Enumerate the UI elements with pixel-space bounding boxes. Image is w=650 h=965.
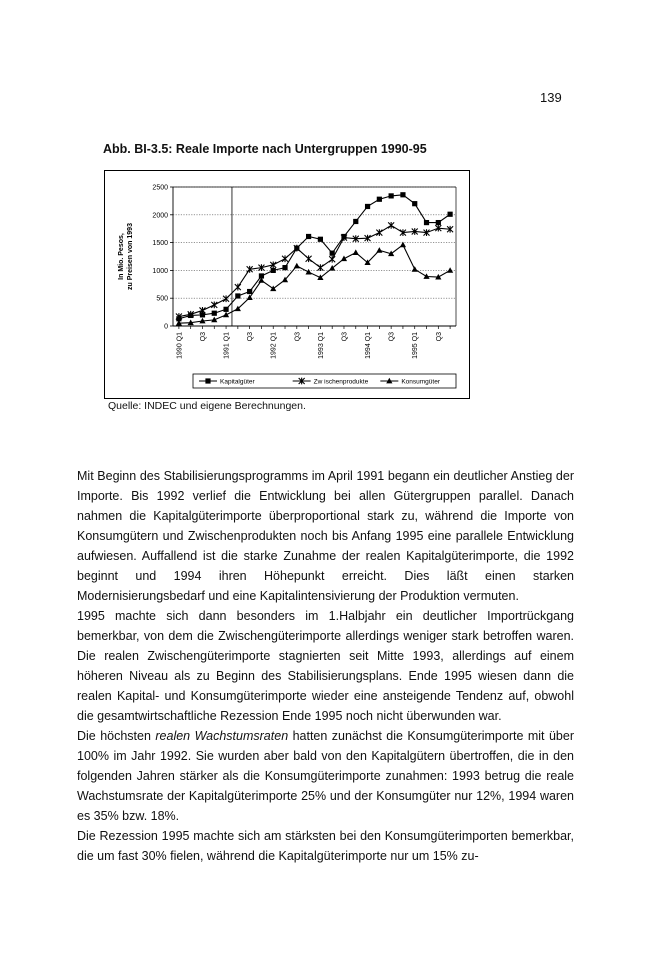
data-point-zw-ischenprodukte <box>282 255 288 262</box>
x-tick-label: 1992 Q1 <box>270 332 278 359</box>
legend-label-konsumg-ter: Konsumgüter <box>401 378 441 386</box>
series-line-zw-ischenprodukte <box>179 225 450 316</box>
data-point-konsumg-ter <box>353 249 359 255</box>
data-point-kapitalg-ter <box>282 265 287 270</box>
line-chart <box>105 171 471 400</box>
data-point-zw-ischenprodukte <box>306 255 312 262</box>
data-point-kapitalg-ter <box>424 220 429 225</box>
chart-frame <box>104 170 470 399</box>
data-point-zw-ischenprodukte <box>223 295 229 302</box>
paragraph-3-rest: hatten zunächst die Konsumgüterimporte mit über 100% im Jahr 1992. Sie wurden aber bald von den Kapitalgütern übertroffen, die in den folgenden Jahren stärker als die Konsumgüterimporte zunahmen: 1993 betrug die reale Wachstumsrate der Kapitalgüterimporte 25% und der Konsumgüter nur 12%, 1994 waren es 35% bzw. 18%. <box>77 729 574 823</box>
y-tick-label: 1500 <box>152 240 168 248</box>
y-tick-label: 2500 <box>152 184 168 192</box>
paragraph-2: 1995 machte sich dann besonders im 1.Halbjahr ein deutlicher Importrückgang bemerkbar, von dem die Zwischengüterimporte allerdings weniger stark betroffen waren. Die realen Zwischengüterimporte stagnierten seit Mitte 1993, allerdings auf einem höheren Niveau als zu Beginn des Stabilisierungsplans. Ende 1995 wiesen dann die realen Kapital- und Konsumgüterimporte wieder eine ansteigende Tendenz auf, obwohl die gesamtwirtschaftliche Rezession Ende 1995 noch nicht überwunden war. <box>77 609 574 723</box>
data-point-kapitalg-ter <box>365 204 370 209</box>
data-point-kapitalg-ter <box>223 307 228 312</box>
data-point-kapitalg-ter <box>318 237 323 242</box>
data-point-zw-ischenprodukte <box>235 284 241 291</box>
x-tick-label: 1991 Q1 <box>223 332 231 359</box>
page-number: 139 <box>540 90 562 105</box>
paragraph-1: Mit Beginn des Stabilisierungsprogramms im April 1991 begann ein deutlicher Anstieg der Importe. Bis 1992 verlief die Entwicklung bei allen Gütergruppen parallel. Danach nahmen die Kapitalgüterimporte überproportional stark zu, während die Importe von Konsumgütern und Zwischenprodukten noch bis Anfang 1995 eine parallele Entwicklung aufwiesen. Auffallend ist die starke Zunahme der realen Kapitalgüterimporte, die 1992 beginnt und 1994 ihren Höhepunkt erreicht. Dies läßt einen starken Modernisierungsbedarf und eine Kapitalintensivierung der Produktion vermuten. <box>77 469 574 603</box>
data-point-kapitalg-ter <box>271 268 276 273</box>
x-tick-label: 1990 Q1 <box>176 332 184 359</box>
y-tick-label: 0 <box>164 323 168 331</box>
legend-marker-kapitalg-ter <box>205 378 210 383</box>
body-text <box>77 466 574 866</box>
data-point-zw-ischenprodukte <box>211 301 217 308</box>
paragraph-3 <box>77 726 574 826</box>
data-point-konsumg-ter <box>223 312 229 318</box>
legend-label-zw-ischenprodukte: Zw ischenprodukte <box>313 378 369 386</box>
y-tick-label: 2000 <box>152 212 168 220</box>
x-tick-label: Q3 <box>435 332 443 342</box>
data-point-kapitalg-ter <box>412 201 417 206</box>
x-tick-label: 1995 Q1 <box>412 332 420 359</box>
data-point-zw-ischenprodukte <box>317 264 323 271</box>
x-tick-label: 1994 Q1 <box>365 332 373 359</box>
data-point-zw-ischenprodukte <box>199 307 205 314</box>
data-point-kapitalg-ter <box>389 193 394 198</box>
x-tick-label: 1993 Q1 <box>317 332 325 359</box>
y-axis-label-line-1: In Mio. Pesos, <box>118 233 125 280</box>
data-point-kapitalg-ter <box>212 311 217 316</box>
data-point-konsumg-ter <box>447 267 453 273</box>
y-tick-label: 500 <box>156 295 168 303</box>
paragraph-3-start: Die höchsten <box>77 729 156 743</box>
data-point-kapitalg-ter <box>306 234 311 239</box>
paragraph-3-emphasis: realen Wachstumsraten <box>155 729 289 743</box>
paragraph-4: Die Rezession 1995 machte sich am stärksten bei den Konsumgüterimporten bemerkbar, die um fast 30% fielen, während die Kapitalgüterimporte nur um 15% zu- <box>77 829 574 863</box>
data-point-konsumg-ter <box>270 286 276 292</box>
data-point-kapitalg-ter <box>400 192 405 197</box>
data-point-konsumg-ter <box>306 269 312 275</box>
data-point-kapitalg-ter <box>436 220 441 225</box>
data-point-kapitalg-ter <box>353 219 358 224</box>
x-tick-label: Q3 <box>294 332 302 342</box>
series-line-kapitalg-ter <box>179 195 450 319</box>
data-point-kapitalg-ter <box>448 212 453 217</box>
legend-label-kapitalg-ter: Kapitalgüter <box>220 378 255 386</box>
data-point-konsumg-ter <box>341 256 347 262</box>
data-point-konsumg-ter <box>294 263 300 269</box>
data-point-kapitalg-ter <box>235 293 240 298</box>
y-tick-label: 1000 <box>152 267 168 275</box>
data-point-kapitalg-ter <box>247 289 252 294</box>
x-tick-label: Q3 <box>199 332 207 342</box>
figure-caption: Abb. BI-3.5: Reale Importe nach Untergruppen 1990-95 <box>103 142 427 156</box>
data-point-konsumg-ter <box>376 247 382 253</box>
data-point-konsumg-ter <box>412 266 418 272</box>
chart-source: Quelle: INDEC und eigene Berechnungen. <box>108 400 306 412</box>
data-point-zw-ischenprodukte <box>329 256 335 263</box>
x-tick-label: Q3 <box>341 332 349 342</box>
data-point-kapitalg-ter <box>377 197 382 202</box>
x-tick-label: Q3 <box>388 332 396 342</box>
y-axis-label-line-2: zu Preisen von 1993 <box>127 223 134 290</box>
data-point-zw-ischenprodukte <box>376 229 382 236</box>
x-tick-label: Q3 <box>247 332 255 342</box>
data-point-zw-ischenprodukte <box>388 222 394 229</box>
